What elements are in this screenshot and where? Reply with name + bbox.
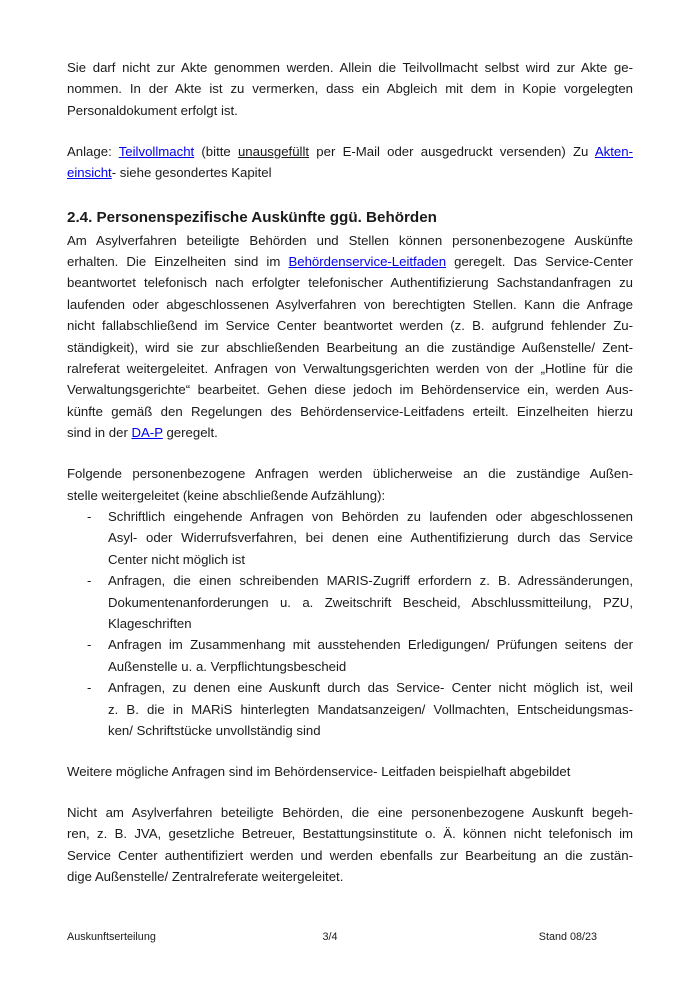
footer-page-number: 3/4: [322, 931, 338, 943]
text-segment: Anfragen im Zusammenhang mit ausstehenden Erledigungen/ Prüfungen seitens der: [108, 637, 633, 653]
text-line: [67, 485, 633, 506]
text-line: [67, 272, 633, 293]
text-segment: Dokumentenanforderungen u. a. Zweitschrift Bescheid, Abschlussmitteilung, PZU,: [108, 594, 633, 610]
text-segment: dige Außenstelle/ Zentralreferate weitergeleitet.: [67, 869, 344, 884]
document-content: [67, 57, 633, 887]
text-segment: Nicht am Asylverfahren beteiligte Behörden, die eine personenbezogene Auskunft begeh-: [67, 804, 633, 820]
text-segment: nicht fallabschließend im Service Center beantwortet werden (z. B. aufgrund fehlender Zu-: [67, 318, 633, 334]
text-segment: Schriftlich eingehende Anfragen von Behörden zu laufenden oder abgeschlossenen: [108, 508, 633, 524]
text-line: [67, 802, 633, 823]
hyperlink[interactable]: einsicht: [67, 165, 112, 181]
text-line: [67, 422, 633, 443]
paragraph-text: [67, 802, 633, 888]
paragraph-text: [67, 463, 633, 506]
text-line: [67, 866, 633, 887]
text-segment: Am Asylverfahren beteiligte Behörden und Stellen können personenbezogene Auskünfte: [67, 232, 633, 248]
text-segment: z. B. die in MARiS hinterlegten Mandatsanzeigen/ Vollmachten, Entscheidungsmas-: [108, 701, 633, 717]
text-segment: Sie darf nicht zur Akte genommen werden. Allein die Teilvollmacht selbst wird zur Akte ge-: [67, 60, 633, 75]
paragraph-behoerdenservice: [67, 230, 633, 444]
text-segment: sind in der: [67, 425, 132, 441]
text-segment: Folgende personenbezogene Anfragen werden üblicherweise an die zuständige Außen-: [67, 466, 633, 482]
text-line: [108, 570, 633, 591]
list-item-text: [108, 634, 633, 677]
text-line: [108, 699, 633, 720]
text-segment: stelle weitergeleitet (keine abschließende Aufzählung):: [67, 487, 386, 503]
text-line: [67, 294, 633, 315]
text-line: [108, 527, 633, 548]
text-segment: Service Center authentifiziert werden und werden ebenfalls zur Bearbeitung an die zustän-: [67, 847, 633, 863]
text-segment: ralreferat weitergeleitet. Anfragen von Verwaltungsgerichten werden von der „Hotline für die: [67, 360, 633, 376]
text-segment: geregelt.: [162, 425, 218, 441]
text-segment: Asyl- oder Widerrufsverfahren, bei denen eine Authentifizierung durch das Service: [108, 530, 633, 546]
underlined-text: unausgefüllt: [237, 143, 310, 159]
text-line: [67, 78, 633, 99]
paragraph-text: [67, 230, 633, 444]
text-line: [67, 57, 633, 78]
text-line: [67, 401, 633, 422]
text-segment: erhalten. Die Einzelheiten sind im: [67, 253, 289, 269]
text-segment: Außenstelle u. a. Verpflichtungsbescheid: [108, 658, 347, 674]
text-line: [67, 823, 633, 844]
text-line: [67, 100, 633, 121]
text-line: [67, 141, 633, 162]
text-line: [67, 358, 633, 379]
text-line: [67, 337, 633, 358]
text-segment: Verwaltungsgerichte“ bearbeitet. Gehen diese jedoch im Behördenservice ein, werden Aus-: [67, 382, 633, 398]
hyperlink[interactable]: Teilvollmacht: [118, 143, 195, 159]
text-line: [108, 592, 633, 613]
text-segment: Center nicht möglich ist: [108, 551, 246, 567]
list-dash-marker: -: [87, 508, 92, 524]
text-segment: Weitere mögliche Anfragen sind im Behördenservice- Leitfaden beispielhaft abgebildet: [67, 763, 571, 779]
text-segment: ren, z. B. JVA, gesetzliche Betreuer, Bestattungsinstitute o. Ä. können nicht telefonisch im: [67, 826, 633, 842]
paragraph-nicht-beteiligte-behoerden: [67, 802, 633, 888]
text-segment: Personaldokument erfolgt ist.: [67, 102, 238, 118]
list-item-erledigungen: [67, 634, 633, 677]
list-item-text: [108, 570, 633, 634]
hyperlink[interactable]: DA-P: [131, 425, 163, 441]
text-segment: ständigkeit), wird sie zur abschließenden Bearbeitung an die zuständige Außenstelle/ Zent-: [67, 339, 633, 355]
text-line: [67, 230, 633, 251]
text-line: [108, 677, 633, 698]
text-segment: (bitte: [194, 143, 238, 159]
paragraph-text: [67, 57, 633, 121]
list-item-schriftliche-anfragen: [67, 506, 633, 570]
text-line: [67, 845, 633, 866]
hyperlink[interactable]: Behördenservice-Leitfaden: [288, 253, 447, 269]
text-segment: - siehe gesondertes Kapitel: [111, 165, 272, 181]
text-segment: geregelt. Das Service-Center: [446, 253, 633, 269]
list-item-text: [108, 677, 633, 741]
text-line: [108, 549, 633, 570]
text-line: [67, 162, 633, 183]
list-dash-marker: -: [87, 573, 92, 589]
text-segment: beantwortet telefonisch nach erfolgter telefonischer Authentifizierung Sachstandanfragen zu: [67, 275, 633, 291]
text-line: [108, 506, 633, 527]
text-line: [108, 613, 633, 634]
hyperlink[interactable]: Akten-: [594, 143, 633, 159]
text-line: [108, 656, 633, 677]
text-line: [108, 720, 633, 741]
footer-stand-date: Stand 08/23: [538, 931, 597, 943]
list-dash-marker: -: [87, 637, 92, 653]
text-segment: künfte gemäß den Regelungen des Behördenservice-Leitfadens erteilt. Einzelheiten hierzu: [67, 403, 633, 419]
list-item-text: [108, 506, 633, 570]
list-dash-marker: -: [87, 680, 92, 696]
list-item-maris-zugriff: [67, 570, 633, 634]
paragraph-folgende-anfragen: [67, 463, 633, 506]
text-line: [108, 634, 633, 655]
text-segment: per E-Mail oder ausgedruckt versenden) Zu: [309, 143, 595, 159]
text-line: [67, 379, 633, 400]
text-segment: Anlage:: [67, 143, 119, 159]
text-line: [67, 463, 633, 484]
paragraph-anlage: [67, 141, 633, 184]
paragraph-text: [67, 761, 633, 782]
text-segment: ken/ Schriftstücke unvollständig sind: [108, 722, 321, 738]
text-segment: Klageschriften: [108, 615, 192, 631]
text-line: [67, 315, 633, 336]
paragraph-weitere-anfragen: [67, 761, 633, 782]
text-segment: nommen. In der Akte ist zu vermerken, dass ein Abgleich mit dem in Kopie vorgelegten: [67, 81, 633, 97]
text-segment: laufenden oder abgeschlossenen Asylverfahren von berechtigten Stellen. Kann die Anfrage: [67, 296, 633, 312]
text-segment: Anfragen, zu denen eine Auskunft durch das Service- Center nicht möglich ist, weil: [108, 680, 633, 696]
footer-document-title: Auskunftserteilung: [67, 931, 156, 943]
paragraph-text: [67, 141, 633, 184]
text-line: [67, 761, 633, 782]
text-segment: Anfragen, die einen schreibenden MARIS-Zugriff erfordern z. B. Adressänderungen,: [108, 573, 633, 589]
list-item-auskunft-nicht-moeglich: [67, 677, 633, 741]
section-heading-2-4: 2.4. Personenspezifische Auskünfte ggü. Behörden: [67, 208, 437, 226]
text-line: [67, 251, 633, 272]
paragraph-akte: [67, 57, 633, 121]
